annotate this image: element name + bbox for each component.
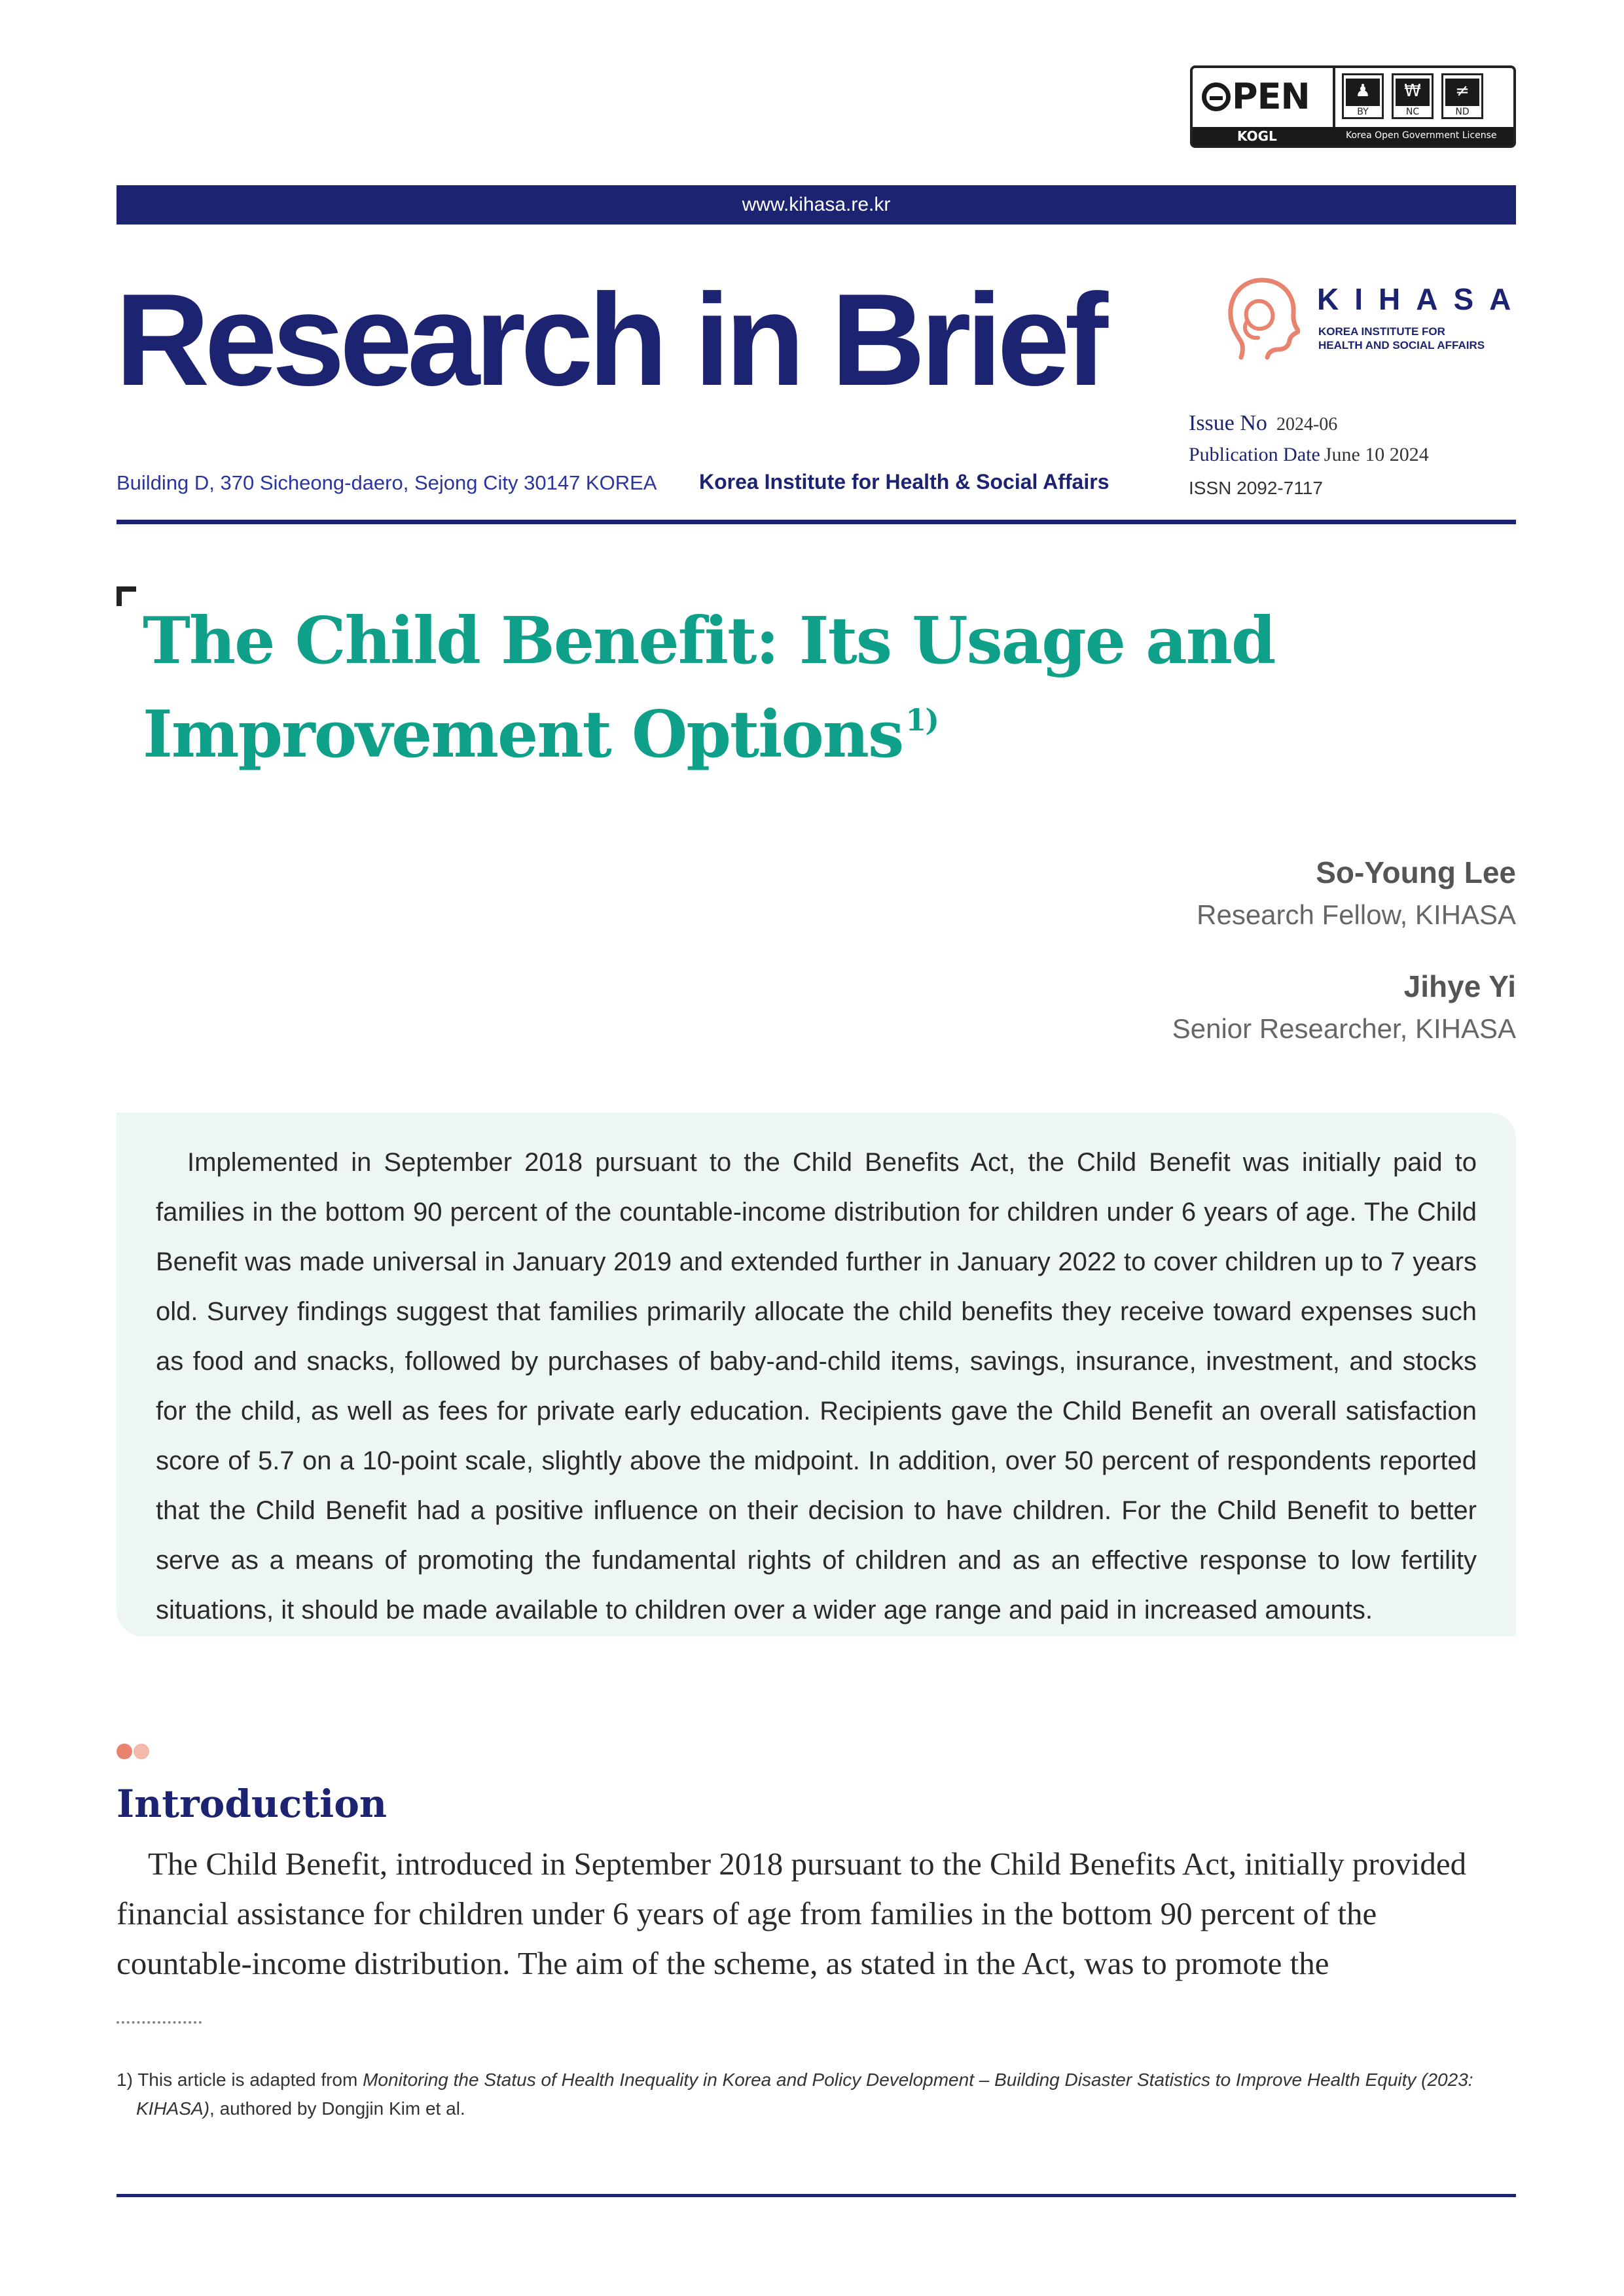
kihasa-logo-subtitle: KOREA INSTITUTE FOR HEALTH AND SOCIAL AFFAIRS xyxy=(1318,325,1485,351)
open-o-glyph xyxy=(1202,82,1231,111)
license-name: Korea Open Government License xyxy=(1346,130,1497,141)
pub-value: June 10 2024 xyxy=(1324,444,1429,465)
no-commercial-icon xyxy=(1392,73,1434,119)
nc-glyph: ₩ xyxy=(1396,79,1430,106)
person-icon xyxy=(1342,73,1384,119)
author-name: Jihye Yi xyxy=(1403,969,1516,1003)
license-icons xyxy=(1342,73,1483,119)
footnote-marker: 1) xyxy=(117,2070,133,2090)
institute-name: Korea Institute for Health & Social Affairs xyxy=(699,470,1110,493)
open-label: PEN xyxy=(1232,76,1310,117)
series-title: Research in Brief xyxy=(115,267,1104,413)
section-heading: Introduction xyxy=(117,1782,388,1826)
article-title xyxy=(143,602,1321,774)
footnote-prefix: This article is adapted from xyxy=(137,2070,358,2090)
section-dot xyxy=(134,1744,149,1759)
nd-glyph: ≠ xyxy=(1445,79,1479,106)
kihasa-logo-mark xyxy=(1221,275,1300,361)
abstract-box xyxy=(117,1113,1516,1636)
publication-date xyxy=(1189,444,1429,466)
by-glyph: ♟ xyxy=(1346,79,1380,106)
by-tag: BY xyxy=(1357,107,1369,117)
section-dot xyxy=(117,1744,132,1759)
kihasa-logo-name: KIHASA xyxy=(1317,282,1527,316)
author-name: So-Young Lee xyxy=(1316,855,1516,889)
section-dots xyxy=(117,1744,151,1762)
kogl-label: KOGL xyxy=(1237,128,1277,144)
article-title-line2 xyxy=(143,681,1321,774)
no-derivatives-icon xyxy=(1441,73,1483,119)
article-title-line1: The Child Benefit: Its Usage and xyxy=(143,603,1275,679)
title-corner-mark xyxy=(117,586,136,606)
footnote xyxy=(117,2066,1491,2123)
website-bar xyxy=(117,185,1516,224)
title-footnote-ref[interactable]: 1) xyxy=(905,702,938,738)
abstract-text: Implemented in September 2018 pursuant to the Child Benefits Act, the Child Benefit was initially paid to families in the bottom 90 percent of the countable-income distribution for children under 6 years of age. The Child Benefit was made universal in January 2019 and extended further in January 2022 to cover children up to 7 years old. Survey findings suggest that families primarily allocate the child benefits they receive toward expenses such as food and snacks, followed by purchases of baby-and-child items, savings, insurance, investment, and stocks for the child, as well as fees for private early education. Recipients gave the Child Benefit an overall satisfaction score of 5.7 on a 10-point scale, slightly above the midpoint. In addition, over 50 percent of respondents reported that the Child Benefit had a positive influence on their decision to have children. For the Child Benefit to better serve as a means of promoting the fundamental rights of children and as an effective response to low fertility situations, it should be made available to children over a wider age range and paid in increased amounts. xyxy=(156,1148,1477,1624)
footer-divider xyxy=(117,2194,1516,2197)
footnote-suffix: , authored by Dongjin Kim et al. xyxy=(209,2098,465,2119)
issue-value: 2024-06 xyxy=(1276,414,1338,435)
footnote-line1 xyxy=(117,2066,1491,2094)
license-bar xyxy=(1193,127,1513,145)
intro-paragraph: The Child Benefit, introduced in September 2018 pursuant to the Child Benefits Act, initially provided financial assistance for children under 6 years of age from families in the bottom 90 percent of the countable-income distribution. The aim of the scheme, as stated in the Act, was to promote the xyxy=(117,1846,1467,1981)
pub-label: Publication Date xyxy=(1189,444,1320,465)
header-divider xyxy=(117,520,1516,524)
open-logo xyxy=(1202,76,1310,117)
nc-tag: NC xyxy=(1405,107,1420,117)
author-role: Senior Researcher, KIHASA xyxy=(1172,1013,1516,1044)
footnote-separator xyxy=(117,2021,202,2024)
issn: ISSN 2092-7117 xyxy=(1189,478,1323,498)
author-role: Research Fellow, KIHASA xyxy=(1197,899,1516,930)
website-link[interactable]: www.kihasa.re.kr xyxy=(742,194,891,215)
footnote-line2 xyxy=(117,2094,1491,2123)
kogl-license-badge xyxy=(1190,65,1516,148)
footnote-source-title-cont: KIHASA) xyxy=(136,2098,210,2119)
issue-number xyxy=(1189,411,1337,436)
issue-label: Issue No xyxy=(1189,411,1267,435)
article-title-line2-text: Improvement Options xyxy=(143,697,903,772)
nd-tag: ND xyxy=(1455,107,1470,117)
address: Building D, 370 Sicheong-daero, Sejong City 30147 KOREA xyxy=(117,471,657,494)
footnote-source-title: Monitoring the Status of Health Inequality in Korea and Policy Development – Building Disaster Statistics to Improve Health Equity (2023: xyxy=(363,2070,1473,2090)
